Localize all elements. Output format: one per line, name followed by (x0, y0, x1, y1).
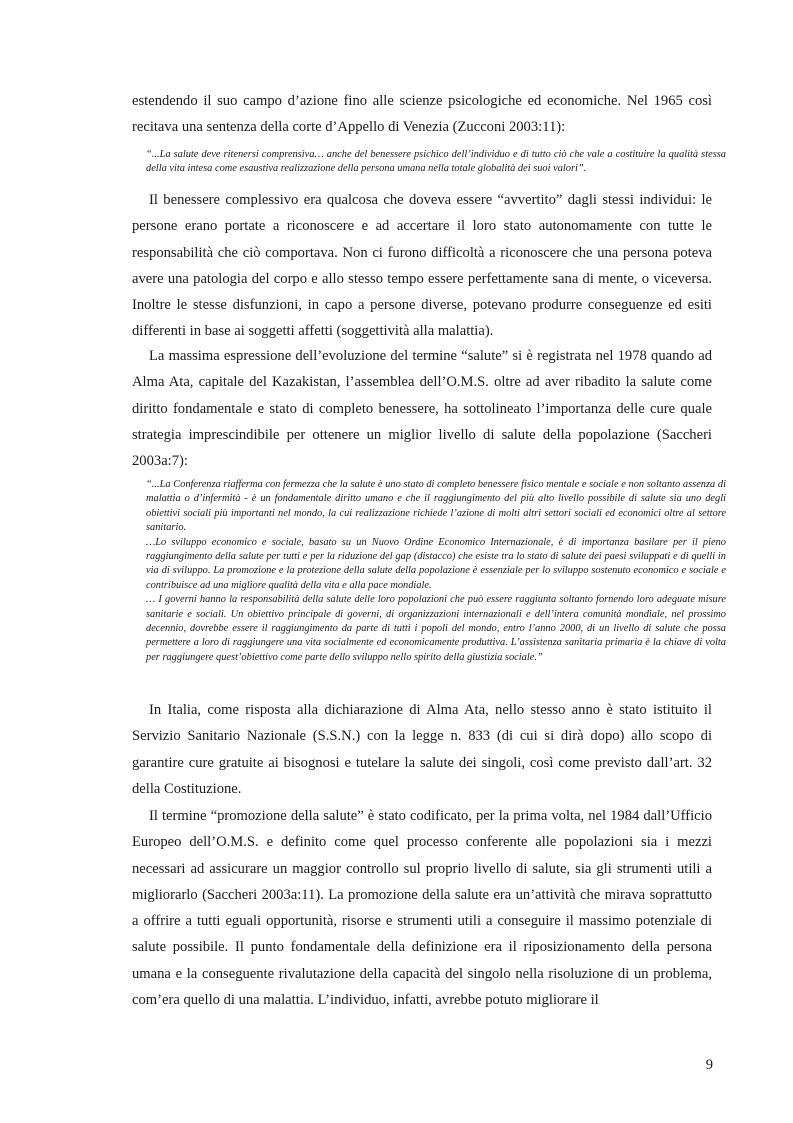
quote-part-3: … I governi hanno la responsabilità della salute delle loro popolazioni che può essere raggiunta soltanto fornendo loro adeguate misure sanitarie e sociali. Un obiettivo principale di governi, di organizzazioni internazionali e dell’intera comunità mondiale, nel prossimo decennio, dovrebbe essere il raggiungimento da parte di tutti i popoli del mondo, entro l’anno 2000, di un livello di salute che possa permettere a loro di raggiungere una vita socialmente ed economicamente produttiva. L’assistenza sanitaria primaria è la chiave di volta per raggiungere quest’obiettivo come parte dello sviluppo nello spirito della giustizia sociale.” (146, 594, 726, 663)
paragraph-continued: estendendo il suo campo d’azione fino alle scienze psicologiche ed economiche. Nel 1965 così recitava una sentenza della corte d’Appello di Venezia (Zucconi 2003:11): (132, 93, 712, 136)
quote-text: “...La salute deve ritenersi comprensiva… anche del benessere psichico dell’individuo e di tutto ciò che vale a costituire la qualità stessa della vita intesa come esaustiva realizzazione della persona umana nella totale globalità dei suoi valori”. (146, 149, 726, 175)
paragraph-alma-ata: La massima espressione dell’evoluzione del termine “salute” si è registrata nel 1978 quando ad Alma Ata, capitale del Kazakistan, l’assemblea dell’O.M.S. oltre ad aver ribadito la salute come diritto fondamentale e stato di completo benessere, ha sottolineato l’importanza delle cure quale strategia imprescindibile per ottenere un miglior livello di salute della popolazione (Saccheri 2003a:7): (132, 348, 712, 470)
block-quote-conferenza (132, 478, 728, 665)
quote-part-1: “...La Conferenza riafferma con fermezza che la salute è uno stato di completo benessere fisico mentale e sociale e non soltanto assenza di malattia o d’infermità - è un fondamentale diritto umano e che il raggiungimento del più alto livello possibile di salute sia uno degli obiettivi sociali più importanti nel mondo, la cui realizzazione richiede l’azione di molti altri settori sociali ed economici oltre al settore sanitario. (146, 479, 726, 534)
block-quote-venezia (132, 148, 728, 177)
paragraph-promozione: Il termine “promozione della salute” è stato codificato, per la prima volta, nel 1984 dall’Ufficio Europeo dell’O.M.S. e definito come quel processo conferente alle popolazioni sia i mezzi necessari ad assicurare un maggior controllo sul proprio livello di salute, sia gli strumenti utili a migliorarlo (Saccheri 2003a:11). La promozione della salute era un’attività che mirava soprattutto a offrire a tutti eguali opportunità, risorse e strumenti utili a conseguire il massimo potenziale di salute possibile. Il punto fondamentale della definizione era il riposizionamento della persona umana e la conseguente rivalutazione della capacità del singolo nella risoluzione di un problema, com’era quello di una malattia. L’individuo, infatti, avrebbe potuto migliorare il (132, 808, 712, 1009)
paragraph-ssn: In Italia, come risposta alla dichiarazione di Alma Ata, nello stesso anno è stato istituito il Servizio Sanitario Nazionale (S.S.N.) con la legge n. 833 (di cui si dirà dopo) allo scopo di garantire cure gratuite ai bisognosi e tutelare la salute dei singoli, così come previsto dall’art. 32 della Costituzione. (132, 702, 712, 797)
quote-part-2: …Lo sviluppo economico e sociale, basato su un Nuovo Ordine Economico Internazionale, è di importanza basilare per il pieno raggiungimento della salute per tutti e per la riduzione del gap (distacco) che esiste tra lo stato di salute dei paesi sviluppati e di quelli in via di sviluppo. La promozione e la protezione della salute della popolazione è essenziale per lo sviluppo sostenuto economico e sociale e contribuisce ad una migliore qualità della vita e alla pace mondiale. (146, 536, 726, 591)
paragraph-benessere: Il benessere complessivo era qualcosa che doveva essere “avvertito” dagli stessi individui: le persone erano portate a riconoscere e ad accertare il loro stato autonomamente con tutte le responsabilità che ciò comportava. Non ci furono difficoltà a riconoscere che una persona poteva avere una patologia del corpo e allo stesso tempo essere perfettamente sana di mente, o viceversa. Inoltre le stesse disfunzioni, in capo a persone diverse, potevano produrre conseguenze ed esiti differenti in base ai soggetti affetti (soggettività alla malattia). (132, 192, 712, 340)
page-number: 9 (705, 1057, 713, 1073)
